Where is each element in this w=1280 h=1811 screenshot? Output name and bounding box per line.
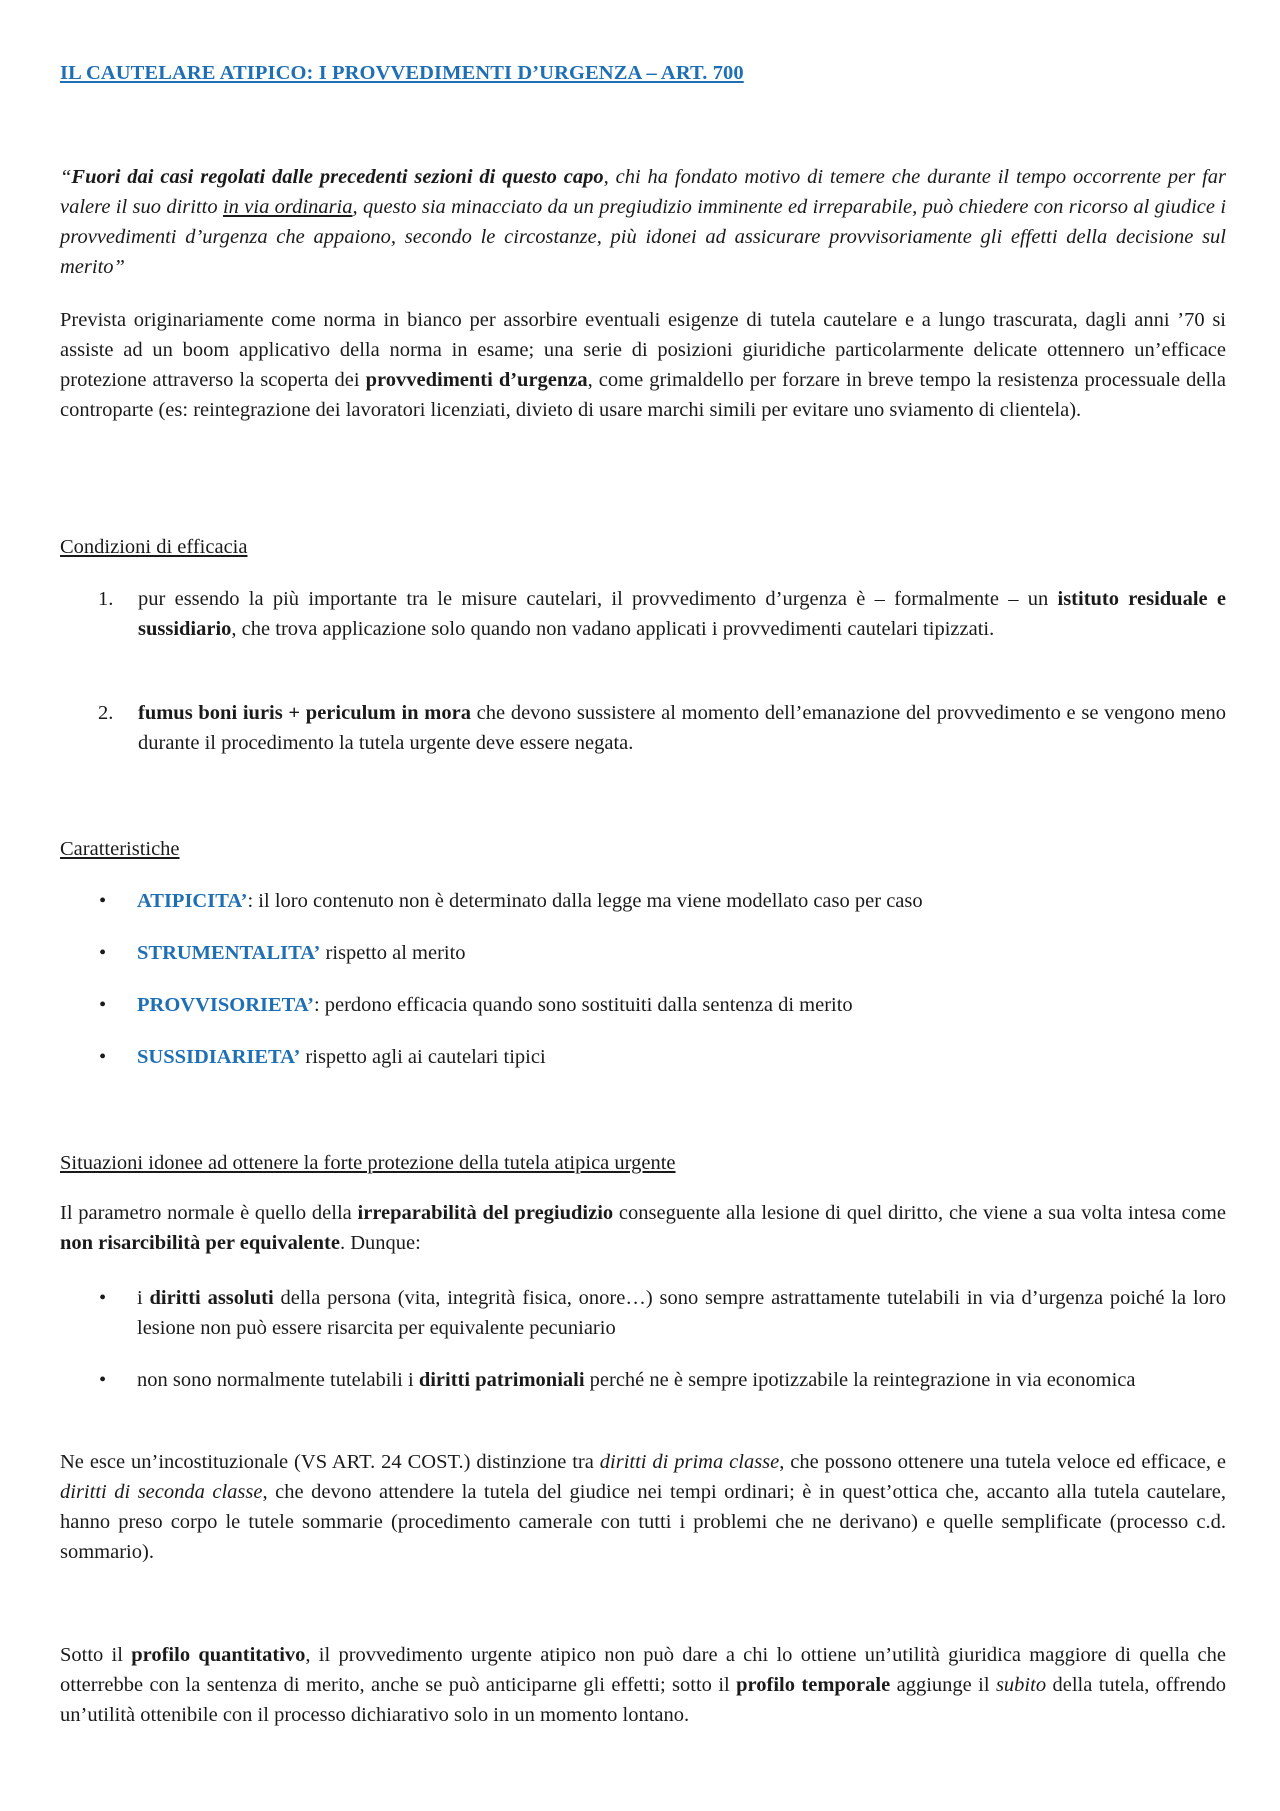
quote-text-1: , chi ha fondato motivo di temere che durante il tempo occorrente per far valere il suo diritto — [60, 166, 1226, 218]
feature-text: rispetto al merito — [320, 942, 466, 964]
condition-bold: fumus boni iuris + periculum in mora — [138, 702, 471, 724]
feature-text: rispetto agli ai cautelari tipici — [300, 1046, 546, 1068]
final-text: aggiunge il — [890, 1674, 996, 1696]
intro-text-1: Prevista originariamente come norma in bianco per assorbire eventuali esigenze di tutela cautelare e a lungo trascurata, dagli anni ’70 si assiste ad un boom applicativo della norma in esame; una serie di posizioni giuridiche particolarmente delicate ottennero un’efficace protezione attraverso la scoperta dei — [60, 309, 1226, 391]
final-text: della tutela, offrendo un’utilità ottenibile con il processo dichiarativo solo in un momento lontano. — [60, 1674, 1226, 1726]
quote-text-2: , questo sia minacciato da un pregiudizio imminente ed irreparabile, può chiedere con ricorso al giudice i provvedimenti d’urgenza che appaiono, secondo le circostanze, più idonei ad assicurare provvisoriamente gli effetti della decisione sul merito” — [60, 196, 1227, 278]
final-text: , il provvedimento urgente atipico non può dare a chi lo ottiene un’utilità giuridica maggiore di quella che otterrebbe con la sentenza di merito, anche se può anticiparne gli effetti; sotto il — [60, 1644, 1226, 1696]
closing-text: , che devono attendere la tutela del giudice nei tempi ordinari; è in quest’ottica che, accanto alla tutela cautelare, hanno preso corpo le tutele sommarie (procedimento camerale con tutti i problemi che ne derivano) e quelle semplificate (processo c.d. sommario). — [60, 1481, 1226, 1563]
feature-keyword: PROVVISORIETA’ — [137, 994, 314, 1016]
condition-text: pur essendo la più importante tra le misure cautelari, il provvedimento d’urgenza è – formalmente – un — [138, 588, 1058, 610]
feature-keyword: ATIPICITA’ — [137, 890, 248, 912]
final-paragraph — [60, 1640, 1226, 1730]
quote-underlined: in via ordinaria — [222, 196, 353, 218]
feature-item — [99, 886, 1226, 916]
quote-bold: Fuori dai casi regolati dalle precedenti sezioni di questo capo — [71, 166, 604, 188]
feature-item — [99, 1042, 1226, 1072]
condition-text: , che trova applicazione solo quando non vadano applicati i provvedimenti cautelari tipizzati. — [231, 618, 995, 640]
situations-heading: Situazioni idonee ad ottenere la forte protezione della tutela atipica urgente — [60, 1152, 676, 1174]
situations-bold: non risarcibilità per equivalente — [60, 1232, 340, 1254]
final-italic: subito — [995, 1674, 1047, 1696]
final-bold: profilo quantitativo — [131, 1644, 306, 1666]
feature-item — [99, 990, 1226, 1020]
document-title: IL CAUTELARE ATIPICO: I PROVVEDIMENTI D’URGENZA – ART. 700 — [60, 62, 744, 84]
feature-keyword: STRUMENTALITA’ — [137, 942, 321, 964]
condition-item-1 — [98, 584, 1226, 644]
features-heading: Caratteristiche — [60, 838, 180, 860]
feature-keyword: SUSSIDIARIETA’ — [137, 1046, 301, 1068]
intro-bold: provvedimenti d’urgenza — [365, 369, 588, 391]
conditions-heading: Condizioni di efficacia — [60, 536, 248, 558]
situations-paragraph — [60, 1198, 1226, 1258]
closing-text: , che possono ottenere una tutela veloce ed efficace, e — [779, 1451, 1226, 1473]
feature-item — [99, 938, 1226, 968]
intro-paragraph — [60, 305, 1226, 425]
situations-text: Il parametro normale è quello della — [60, 1202, 358, 1224]
condition-item-2 — [98, 698, 1226, 758]
intro-text-2: , come grimaldello per forzare in breve tempo la resistenza processuale della controparte (es: reintegrazione dei lavoratori licenziati, divieto di usare marchi simili per evitare uno sviamento di clientela). — [60, 369, 1226, 421]
situations-text: conseguente alla lesione di quel diritto, che viene a sua volta intesa come — [613, 1202, 1226, 1224]
condition-bold: istituto residuale e sussidiario — [138, 588, 1226, 640]
situation-text: della persona (vita, integrità fisica, onore…) sono sempre astrattamente tutelabili in via d’urgenza poiché la loro lesione non può essere risarcita per equivalente pecuniario — [137, 1287, 1226, 1339]
feature-text: : perdono efficacia quando sono sostituiti dalla sentenza di merito — [313, 994, 853, 1016]
bullet-icon: • — [99, 994, 107, 1016]
condition-text: che devono sussistere al momento dell’emanazione del provvedimento e se vengono meno durante il procedimento la tutela urgente deve essere negata. — [138, 702, 1226, 754]
situations-bold: irreparabilità del pregiudizio — [357, 1202, 614, 1224]
closing-text: Ne esce un’incostituzionale (VS ART. 24 COST.) distinzione tra — [60, 1451, 600, 1473]
bullet-icon: • — [99, 942, 107, 964]
closing-italic: diritti di seconda classe — [60, 1481, 263, 1503]
situations-text: . Dunque: — [339, 1232, 421, 1254]
final-text: Sotto il — [60, 1644, 132, 1666]
condition-number: 2. — [98, 702, 114, 724]
bullet-icon: • — [99, 1046, 107, 1068]
article-quote — [60, 162, 1226, 282]
bullet-icon: • — [99, 890, 107, 912]
quote-open: “ — [60, 166, 72, 188]
condition-number: 1. — [98, 588, 114, 610]
situation-bullet-2 — [99, 1365, 1226, 1395]
bullet-icon: • — [99, 1369, 107, 1391]
situation-text: i — [137, 1287, 150, 1309]
bullet-icon: • — [99, 1287, 107, 1309]
closing-paragraph — [60, 1447, 1226, 1567]
feature-text: : il loro contenuto non è determinato dalla legge ma viene modellato caso per caso — [247, 890, 923, 912]
closing-italic: diritti di prima classe — [599, 1451, 780, 1473]
situation-bullet-1 — [99, 1283, 1226, 1343]
situation-bold: diritti assoluti — [149, 1287, 274, 1309]
situation-bold: diritti patrimoniali — [418, 1369, 585, 1391]
situation-text: perché ne è sempre ipotizzabile la reintegrazione in via economica — [584, 1369, 1136, 1391]
final-bold: profilo temporale — [736, 1674, 891, 1696]
situation-text: non sono normalmente tutelabili i — [137, 1369, 419, 1391]
